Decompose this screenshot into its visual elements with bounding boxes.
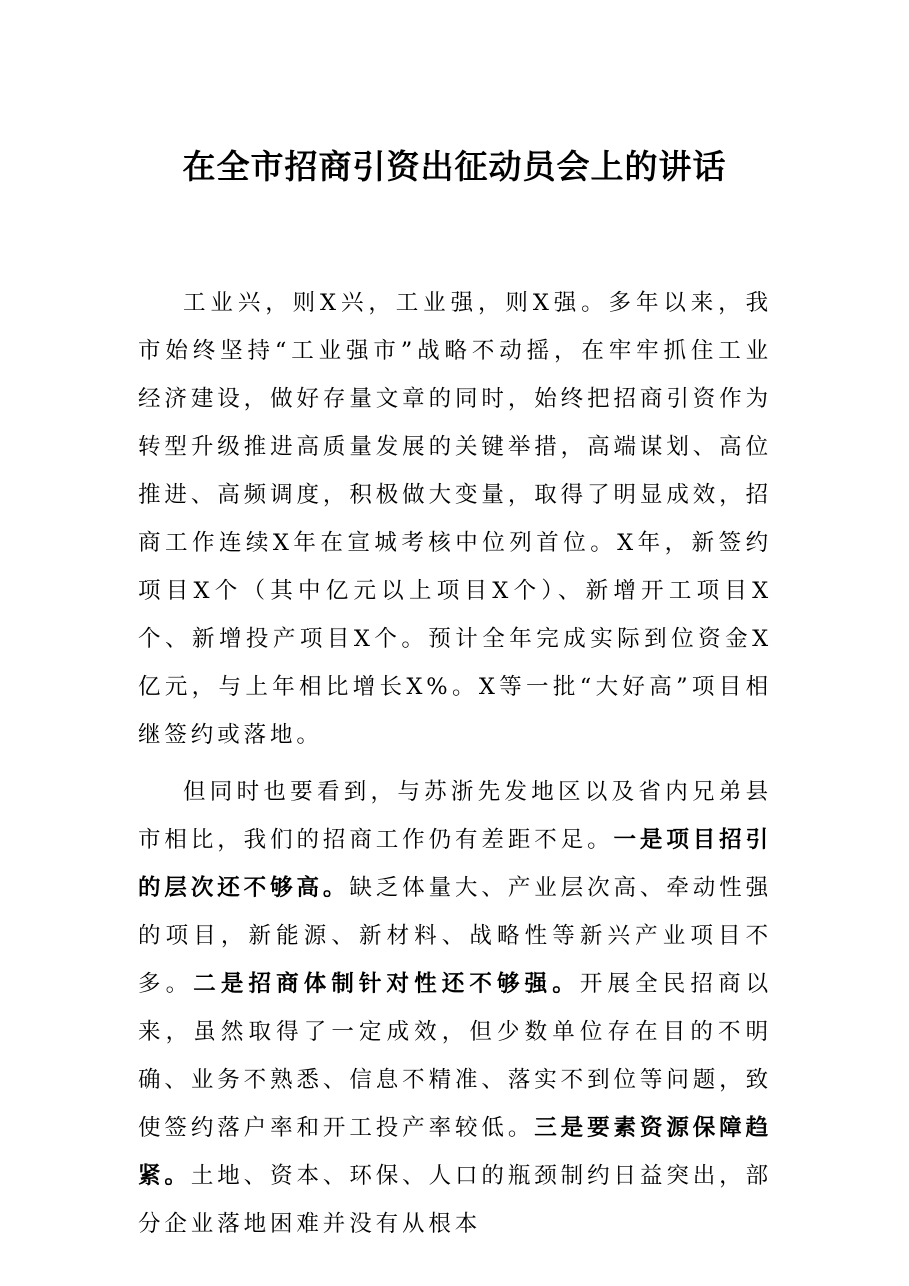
document-title: 在全市招商引资出征动员会上的讲话 [182,147,727,186]
point1-text: 缺乏体量大、产业层次高、牵动性强的项目，新能源、新材料、战略性等新兴产业项目不多。 [138,875,772,997]
point1-heading: 一是项目招引的层次还不够高。 [138,827,773,901]
point3-text: 土地、资本、环保、人口的瓶颈制约日益突出，部分企业落地困难并没有从根本 [138,1163,772,1237]
paragraph-shortcomings [138,768,772,1248]
point2-text: 开展全民招商以来，虽然取得了一定成效，但少数单位存在目的不明确、业务不熟悉、信息不精准、落实不到位等问题，致使签约落户率和开工投产率较低。 [138,971,772,1141]
shortcomings-intro: 但同时也要看到，与苏浙先发地区以及省内兄弟县市相比，我们的招商工作仍有差距不足。 [138,779,772,853]
point2-heading: 二是招商体制针对性还不够强。 [193,971,580,997]
document-body [138,279,772,1248]
point3-heading: 三是要素资源保障趋紧。 [138,1115,772,1189]
paragraph-industry-achievements: 工业兴，则X兴，工业强，则X强。多年以来，我市始终坚持“工业强市”战略不动摇，在牢牢抓住工业经济建设，做好存量文章的同时，始终把招商引资作为转型升级推进高质量发展的关键举措，高端谋划、高位推进、高频调度，积极做大变量，取得了明显成效，招商工作连续X年在宣城考核中位列首位。X年，新签约项目X个（其中亿元以上项目X个）、新增开工项目X个、新增投产项目X个。预计全年完成实际到位资金X亿元，与上年相比增长X%。X等一批“大好高”项目相继签约或落地。 [138,290,772,748]
